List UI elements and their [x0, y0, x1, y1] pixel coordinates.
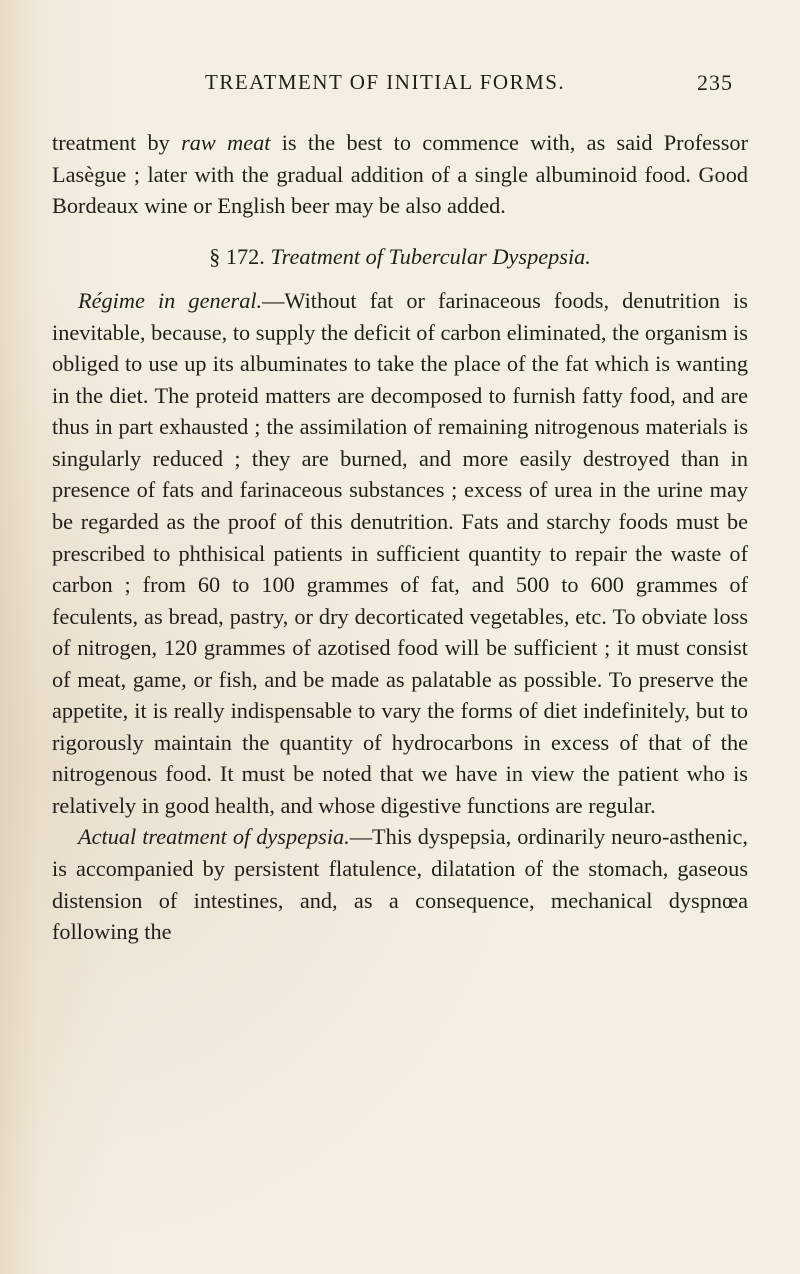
- italic-run: raw meat: [181, 130, 271, 155]
- text-run: is the best to commence with, as said Professor Lasègue ; later with the gradual addition of a single albuminoid food. Good Bordeaux wine or English beer may be also added.: [52, 130, 748, 219]
- italic-run: Actual treatment of dyspepsia.: [78, 824, 350, 850]
- paragraph-actual-treatment: [52, 821, 748, 947]
- paragraph-continuation: [52, 127, 748, 222]
- section-heading: [52, 241, 748, 273]
- text-run: —This dyspepsia, ordinarily neuro-asthenic, is accompanied by persistent flatulence, dilatation of the stomach, gaseous distension of intestines, and, as a consequence, mechanical dyspnœa following the: [52, 824, 748, 945]
- running-title: TREATMENT OF INITIAL FORMS.: [205, 70, 566, 94]
- text-run: —Without fat or farinaceous foods, denutrition is inevitable, because, to supply the deficit of carbon eliminated, the organism is obliged to use up its albuminates to take the place of the fat which is wanting in the diet. The proteid matters are decomposed to furnish fatty food, and are thus in part exhausted ; the assimilation of remaining nitrogenous materials is singularly reduced ; they are burned, and more easily destroyed than in presence of fats and farinaceous substances ; excess of urea in the urine may be regarded as the proof of this denutrition. Fats and starchy foods must be prescribed to phthisical patients in sufficient quantity to repair the waste of carbon ; from 60 to 100 grammes of fat, and 500 to 600 grammes of feculents, as bread, pastry, or dry decorticated vegetables, etc. To obviate loss of nitrogen, 120 grammes of azotised food will be sufficient ; it must consist of meat, game, or fish, and be made as palatable as possible. To preserve the appetite, it is really indispensable to vary the forms of diet indefinitely, but to rigorously maintain the quantity of hydrocarbons in excess of that of the nitrogenous food. It must be noted that we have in view the patient who is relatively in good health, and whose digestive functions are regular.: [52, 288, 748, 818]
- body-text: [52, 127, 748, 948]
- italic-run: Régime in general.: [78, 288, 263, 314]
- paragraph-regime: [52, 285, 748, 821]
- page-number: 235: [697, 70, 733, 95]
- section-title: Treatment of Tubercular Dyspepsia.: [270, 243, 591, 269]
- running-head: [0, 70, 800, 110]
- section-number: § 172.: [209, 243, 271, 269]
- text-run: treatment by: [52, 130, 182, 155]
